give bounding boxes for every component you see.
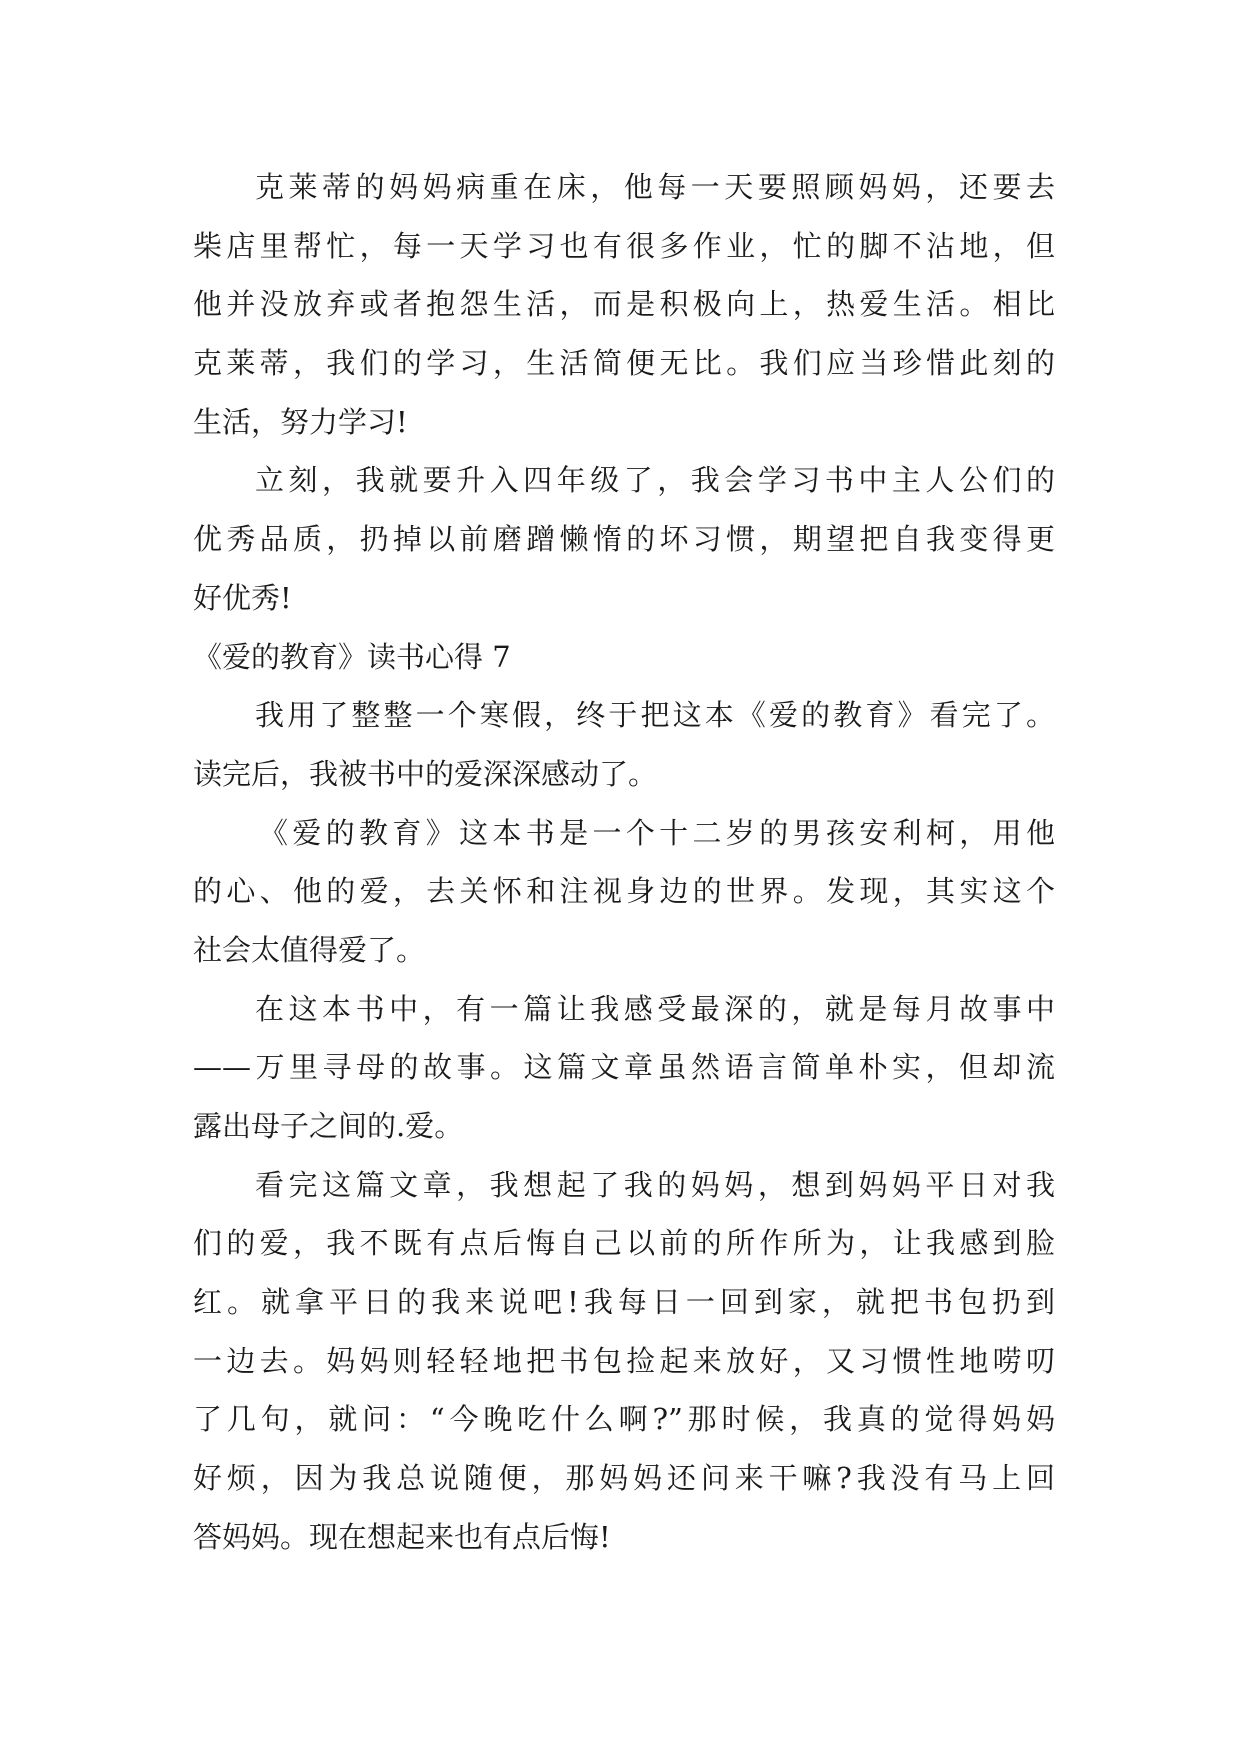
text-line: 社会太值得爱了。	[193, 932, 426, 967]
text-line: 《爱的教育》这本书是一个十二岁的男孩安利柯，用他	[259, 815, 1055, 850]
section-heading	[193, 628, 1055, 687]
text-line: 生活，努力学习!	[193, 404, 408, 439]
paragraph	[193, 686, 1055, 803]
paragraph	[193, 1156, 1055, 1567]
text-line: 了几句，就问：“今晚吃什么啊?”那时候，我真的觉得妈妈	[193, 1402, 1055, 1437]
document-body	[193, 158, 1055, 1567]
text-line: 好烦，因为我总说随便，那妈妈还问来干嘛?我没有马上回	[193, 1461, 1055, 1496]
text-line: 好优秀!	[193, 580, 292, 615]
text-line: 克莱蒂的妈妈病重在床，他每一天要照顾妈妈，还要去	[255, 170, 1055, 204]
text-line: 柴店里帮忙，每一天学习也有很多作业，忙的脚不沾地，但	[193, 228, 1055, 263]
text-line: 一边去。妈妈则轻轻地把书包捡起来放好，又习惯性地唠叨	[193, 1343, 1055, 1378]
text-line: 答妈妈。现在想起来也有点后悔!	[193, 1519, 611, 1554]
paragraph	[193, 804, 1055, 980]
text-line: 我用了整整一个寒假，终于把这本《爱的教育》看完了。	[255, 698, 1055, 733]
heading-text: 《爱的教育》读书心得 7	[193, 639, 511, 674]
text-line: 的心、他的爱，去关怀和注视身边的世界。发现，其实这个	[193, 874, 1055, 909]
text-line: 们的爱，我不既有点后悔自己以前的所作所为，让我感到脸	[193, 1226, 1055, 1261]
text-line: 露出母子之间的.爱。	[193, 1109, 464, 1143]
text-line: 在这本书中，有一篇让我感受最深的，就是每月故事中	[255, 991, 1055, 1026]
text-line: 优秀品质，扔掉以前磨蹭懒惰的坏习惯，期望把自我变得更	[193, 522, 1055, 557]
text-line: ——万里寻母的故事。这篇文章虽然语言简单朴实，但却流	[193, 1050, 1055, 1085]
text-line: 克莱蒂，我们的学习，生活简便无比。我们应当珍惜此刻的	[193, 346, 1055, 381]
paragraph	[193, 451, 1055, 627]
text-line: 立刻，我就要升入四年级了，我会学习书中主人公们的	[255, 463, 1055, 498]
text-line: 看完这篇文章，我想起了我的妈妈，想到妈妈平日对我	[255, 1167, 1055, 1202]
paragraph	[193, 980, 1055, 1156]
text-line: 他并没放弃或者抱怨生活，而是积极向上，热爱生活。相比	[193, 287, 1055, 322]
text-line: 红。就拿平日的我来说吧!我每日一回到家，就把书包扔到	[193, 1285, 1055, 1320]
text-line: 读完后，我被书中的爱深深感动了。	[193, 756, 658, 791]
paragraph	[193, 158, 1055, 451]
